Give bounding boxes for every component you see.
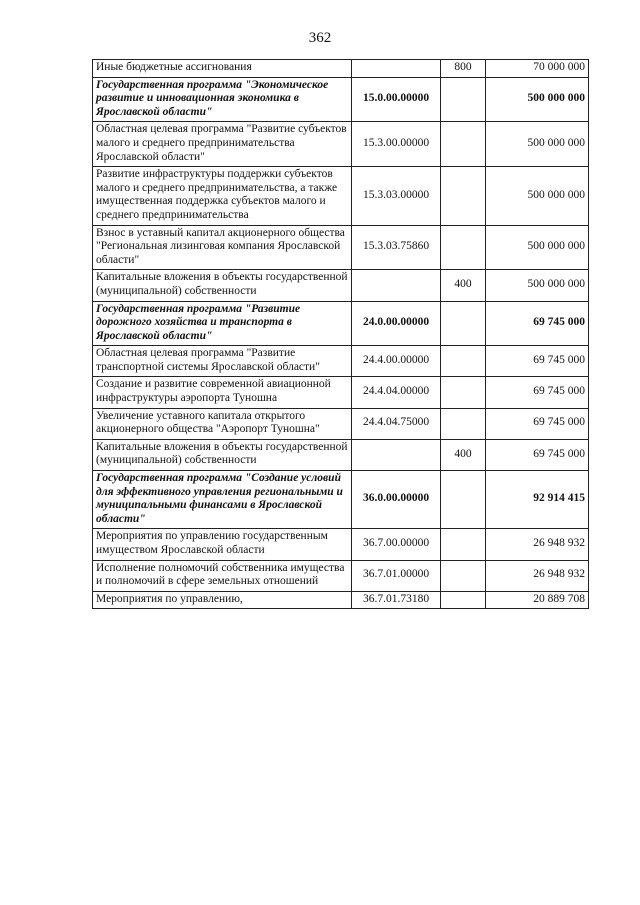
expense-type-cell	[441, 346, 486, 377]
classification-code-cell: 36.7.01.73180	[352, 591, 441, 609]
program-row	[93, 301, 589, 346]
expense-type-cell	[441, 167, 486, 225]
amount-cell: 500 000 000	[486, 270, 589, 301]
amount-cell: 26 948 932	[486, 529, 589, 560]
program-row	[93, 471, 589, 529]
table-row	[93, 225, 589, 270]
classification-code-cell: 15.0.00.00000	[352, 77, 441, 122]
budget-table	[92, 59, 589, 609]
expense-type-cell	[441, 77, 486, 122]
table-row	[93, 270, 589, 301]
classification-code-cell	[352, 439, 441, 470]
classification-code-cell: 24.4.04.00000	[352, 377, 441, 408]
expense-type-cell	[441, 122, 486, 167]
table-row	[93, 122, 589, 167]
amount-cell: 26 948 932	[486, 560, 589, 591]
classification-code-cell: 24.0.00.00000	[352, 301, 441, 346]
item-name-cell: Государственная программа "Развитие дорожного хозяйства и транспорта в Ярославской области"	[93, 301, 352, 346]
table-row	[93, 439, 589, 470]
item-name-cell: Государственная программа "Экономическое развитие и инновационная экономика в Ярославской области"	[93, 77, 352, 122]
item-name-cell: Капитальные вложения в объекты государственной (муниципальной) собственности	[93, 439, 352, 470]
expense-type-cell	[441, 301, 486, 346]
classification-code-cell: 24.4.00.00000	[352, 346, 441, 377]
amount-cell: 69 745 000	[486, 377, 589, 408]
table-row	[93, 408, 589, 439]
program-row	[93, 77, 589, 122]
classification-code-cell	[352, 270, 441, 301]
table-row	[93, 167, 589, 225]
item-name-cell: Государственная программа "Создание условий для эффективного управления региональными и муниципальными финансами в Ярославской области"	[93, 471, 352, 529]
amount-cell: 500 000 000	[486, 77, 589, 122]
item-name-cell: Областная целевая программа "Развитие транспортной системы Ярославской области"	[93, 346, 352, 377]
expense-type-cell	[441, 560, 486, 591]
page-number: 362	[308, 30, 332, 46]
classification-code-cell: 36.0.00.00000	[352, 471, 441, 529]
item-name-cell: Развитие инфраструктуры поддержки субъектов малого и среднего предпринимательства, а также имущественная поддержка субъектов малого и среднего предпринимательства	[93, 167, 352, 225]
expense-type-cell	[441, 225, 486, 270]
classification-code-cell: 15.3.00.00000	[352, 122, 441, 167]
classification-code-cell: 36.7.00.00000	[352, 529, 441, 560]
classification-code-cell: 24.4.04.75000	[352, 408, 441, 439]
item-name-cell: Мероприятия по управлению государственным имуществом Ярославской области	[93, 529, 352, 560]
table-row	[93, 591, 589, 609]
expense-type-cell: 400	[441, 270, 486, 301]
expense-type-cell	[441, 529, 486, 560]
expense-type-cell	[441, 377, 486, 408]
item-name-cell: Создание и развитие современной авиационной инфраструктуры аэропорта Туношна	[93, 377, 352, 408]
item-name-cell: Исполнение полномочий собственника имущества и полномочий в сфере земельных отношений	[93, 560, 352, 591]
amount-cell: 69 745 000	[486, 439, 589, 470]
item-name-cell: Мероприятия по управлению,	[93, 591, 352, 609]
item-name-cell: Увеличение уставного капитала открытого акционерного общества "Аэропорт Туношна"	[93, 408, 352, 439]
item-name-cell: Капитальные вложения в объекты государственной (муниципальной) собственности	[93, 270, 352, 301]
amount-cell: 69 745 000	[486, 301, 589, 346]
classification-code-cell: 36.7.01.00000	[352, 560, 441, 591]
amount-cell: 20 889 708	[486, 591, 589, 609]
amount-cell: 69 745 000	[486, 408, 589, 439]
budget-table-body	[93, 60, 589, 609]
expense-type-cell: 800	[441, 60, 486, 78]
table-row	[93, 346, 589, 377]
amount-cell: 500 000 000	[486, 122, 589, 167]
item-name-cell: Областная целевая программа "Развитие субъектов малого и среднего предпринимательства Ярославской области"	[93, 122, 352, 167]
table-row	[93, 560, 589, 591]
amount-cell: 500 000 000	[486, 225, 589, 270]
table-row	[93, 60, 589, 78]
expense-type-cell: 400	[441, 439, 486, 470]
item-name-cell: Иные бюджетные ассигнования	[93, 60, 352, 78]
table-row	[93, 529, 589, 560]
classification-code-cell: 15.3.03.00000	[352, 167, 441, 225]
expense-type-cell	[441, 471, 486, 529]
item-name-cell: Взнос в уставный капитал акционерного общества "Региональная лизинговая компания Ярославской области"	[93, 225, 352, 270]
amount-cell: 500 000 000	[486, 167, 589, 225]
expense-type-cell	[441, 591, 486, 609]
amount-cell: 69 745 000	[486, 346, 589, 377]
classification-code-cell	[352, 60, 441, 78]
classification-code-cell: 15.3.03.75860	[352, 225, 441, 270]
amount-cell: 70 000 000	[486, 60, 589, 78]
table-row	[93, 377, 589, 408]
amount-cell: 92 914 415	[486, 471, 589, 529]
expense-type-cell	[441, 408, 486, 439]
